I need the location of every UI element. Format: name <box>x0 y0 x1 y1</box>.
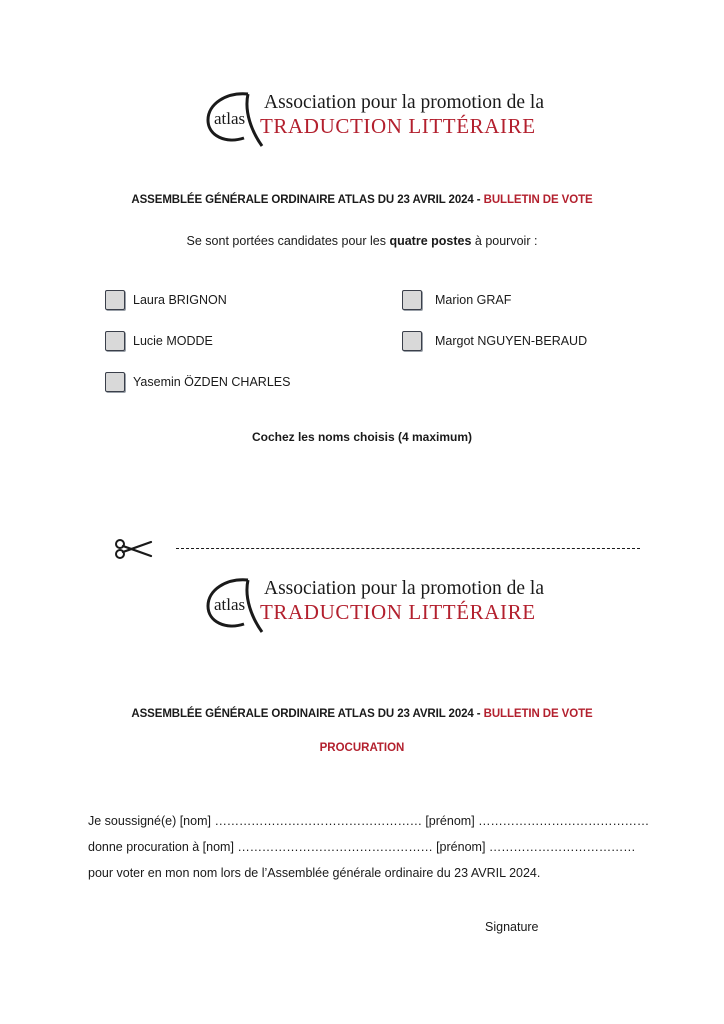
proxy-line-3: pour voter en mon nom lors de l’Assemblée générale ordinaire du 23 AVRIL 2024. <box>88 866 541 880</box>
checkbox-icon[interactable] <box>402 290 422 310</box>
scissors-icon <box>113 538 153 560</box>
proxy-line-2-label-firstname: [prénom] <box>432 840 489 854</box>
cut-line <box>176 548 640 549</box>
signature-label: Signature <box>485 920 539 934</box>
candidate-label: Marion GRAF <box>435 293 512 307</box>
intro-text-after: à pourvoir : <box>471 234 538 248</box>
candidate-label: Laura BRIGNON <box>133 293 227 307</box>
ballot-heading <box>0 194 724 206</box>
proxy-heading <box>0 708 724 720</box>
proxy-line-1-label-name: Je soussigné(e) [nom] <box>88 814 215 828</box>
proxy-line-2 <box>88 840 635 854</box>
checkbox-icon[interactable] <box>105 372 125 392</box>
proxy-line-2-label-name: donne procuration à [nom] <box>88 840 238 854</box>
procuration-title: PROCURATION <box>319 742 405 754</box>
atlas-logo-top <box>204 88 544 148</box>
candidate-label: Lucie MODDE <box>133 334 213 348</box>
ballot-heading-red: BULLETIN DE VOTE <box>483 194 593 206</box>
intro-text-before: Se sont portées candidates pour les <box>186 234 390 248</box>
ballot-heading-main: ASSEMBLÉE GÉNÉRALE ORDINAIRE ATLAS DU 23 AVRIL 2024 - <box>131 194 484 206</box>
ballot-intro <box>0 234 724 248</box>
proxy-heading-main: ASSEMBLÉE GÉNÉRALE ORDINAIRE ATLAS DU 23 AVRIL 2024 - <box>131 708 484 720</box>
firstname-field[interactable]: …………………………………… <box>478 814 649 828</box>
logo-name: TRADUCTION LITTÉRAIRE <box>260 600 536 624</box>
candidate-label: Margot NGUYEN-BERAUD <box>435 334 588 348</box>
logo-tagline: Association pour la promotion de la <box>264 92 544 113</box>
checkbox-icon[interactable] <box>105 290 125 310</box>
candidate-label: Yasemin ÖZDEN CHARLES <box>133 375 291 389</box>
name-field[interactable]: …………………………………………… <box>214 814 422 828</box>
logo-tagline: Association pour la promotion de la <box>264 578 544 599</box>
proxy-line-1-label-firstname: [prénom] <box>421 814 479 828</box>
atlas-logo-mark-icon <box>204 88 266 148</box>
intro-text-bold: quatre postes <box>389 234 472 248</box>
proxy-heading-red: BULLETIN DE VOTE <box>483 708 593 720</box>
checkbox-icon[interactable] <box>105 331 125 351</box>
logo-name: TRADUCTION LITTÉRAIRE <box>260 114 536 138</box>
checkbox-icon[interactable] <box>402 331 422 351</box>
logo-mark-text: atlas <box>214 109 246 128</box>
logo-mark-text: atlas <box>214 595 246 614</box>
proxy-line-1 <box>88 814 649 828</box>
proxy-firstname-field[interactable]: ……………………………… <box>488 840 636 854</box>
ballot-instruction: Cochez les noms choisis (4 maximum) <box>251 430 473 444</box>
atlas-logo-bottom <box>204 574 544 634</box>
atlas-logo-mark-icon <box>204 574 266 634</box>
proxy-name-field[interactable]: ………………………………………… <box>237 840 433 854</box>
